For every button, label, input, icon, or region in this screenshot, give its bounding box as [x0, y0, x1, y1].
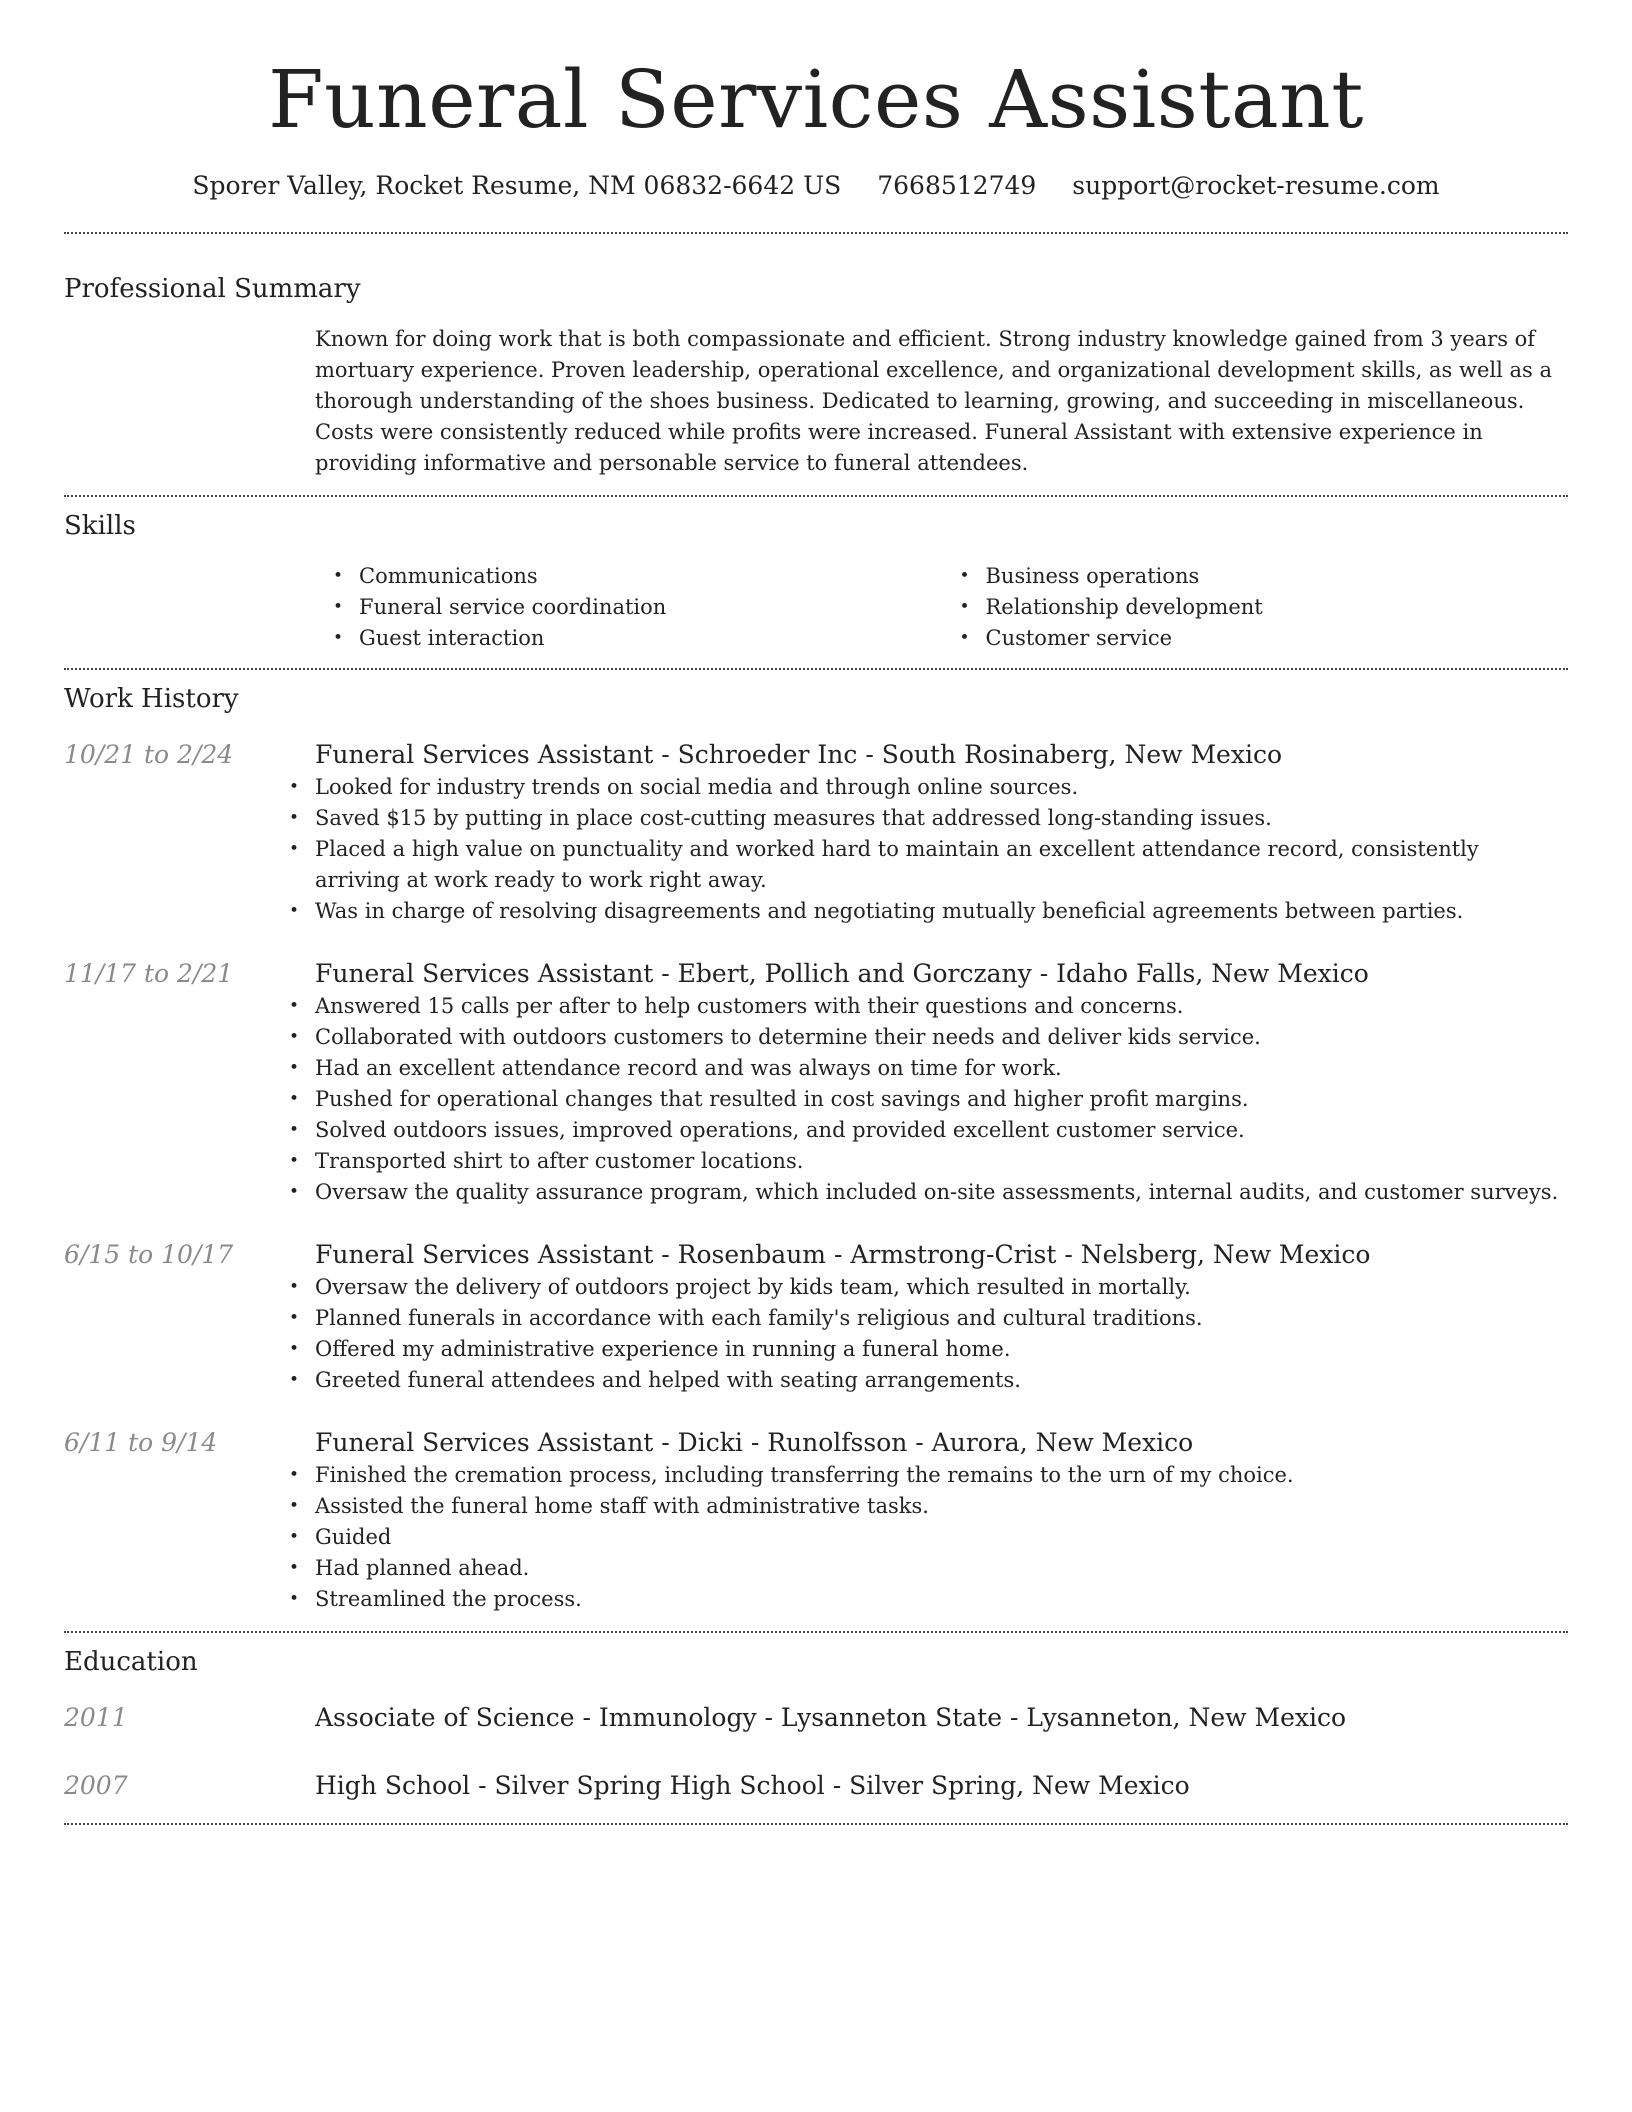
- address: Sporer Valley, Rocket Resume, NM 06832-6642 US: [192, 171, 842, 200]
- skill-item: • Business operations: [986, 561, 1569, 592]
- skill-item: • Guest interaction: [359, 623, 942, 654]
- job-details: [315, 957, 1568, 1208]
- skills-column-left: [315, 561, 942, 654]
- job-bullet: • Streamlined the process.: [315, 1584, 1568, 1615]
- skill-item: • Relationship development: [986, 592, 1569, 623]
- summary-text: Known for doing work that is both compassionate and efficient. Strong industry knowledge gained from 3 years of mortuary experience. Proven leadership, operational excellence, and organizational development skills, as well as a thorough understanding of the shoes business. Dedicated to learning, growing, and succeeding in miscellaneous. Costs were consistently reduced while profits were increased. Funeral Assistant with extensive experience in providing informative and personable service to funeral attendees.: [315, 327, 1552, 475]
- job-bullet: • Transported shirt to after customer locations.: [315, 1146, 1568, 1177]
- job-bullets: [315, 991, 1568, 1208]
- education-title: High School - Silver Spring High School - Silver Spring, New Mexico: [315, 1771, 1190, 1800]
- divider: [64, 495, 1568, 497]
- job-dates: 11/17 to 2/21: [64, 959, 234, 988]
- job-bullet: • Planned funerals in accordance with each family's religious and cultural traditions.: [315, 1303, 1568, 1334]
- job-entry: [64, 957, 1568, 1208]
- job-bullet: • Looked for industry trends on social media and through online sources.: [315, 772, 1568, 803]
- job-bullet: • Assisted the funeral home staff with administrative tasks.: [315, 1491, 1568, 1522]
- job-bullets: [315, 1272, 1568, 1396]
- education-title: Associate of Science - Immunology - Lysanneton State - Lysanneton, New Mexico: [315, 1703, 1347, 1732]
- job-bullet: • Oversaw the quality assurance program, which included on-site assessments, internal audits, and customer surveys.: [315, 1177, 1568, 1208]
- education-section: [64, 1645, 1568, 1803]
- resume-header: [64, 0, 1568, 204]
- job-entry: [64, 738, 1568, 927]
- summary-section: [64, 272, 1568, 479]
- section-title-skills: Skills: [64, 511, 136, 541]
- job-bullet: • Pushed for operational changes that resulted in cost savings and higher profit margins.: [315, 1084, 1568, 1115]
- job-bullet: • Solved outdoors issues, improved operations, and provided excellent customer service.: [315, 1115, 1568, 1146]
- job-bullet: • Had an excellent attendance record and was always on time for work.: [315, 1053, 1568, 1084]
- job-bullet: • Greeted funeral attendees and helped with seating arrangements.: [315, 1365, 1568, 1396]
- job-dates: 6/11 to 9/14: [64, 1428, 218, 1457]
- job-bullet: • Was in charge of resolving disagreements and negotiating mutually beneficial agreements between parties.: [315, 896, 1568, 927]
- skills-section: [64, 509, 1568, 654]
- skill-item: • Communications: [359, 561, 942, 592]
- job-title: Funeral Services Assistant - Ebert, Pollich and Gorczany - Idaho Falls, New Mexico: [315, 959, 1369, 988]
- candidate-name: Funeral Services Assistant: [268, 53, 1364, 146]
- education-entry: [64, 1701, 1568, 1735]
- job-bullet: • Collaborated with outdoors customers to determine their needs and deliver kids service.: [315, 1022, 1568, 1053]
- phone-number: 7668512749: [877, 171, 1037, 200]
- section-title-summary: Professional Summary: [64, 274, 361, 304]
- job-dates: 10/21 to 2/24: [64, 740, 234, 769]
- job-dates: 6/15 to 10/17: [64, 1240, 234, 1269]
- job-title: Funeral Services Assistant - Schroeder Inc - South Rosinaberg, New Mexico: [315, 740, 1283, 769]
- section-title-work-history: Work History: [64, 684, 239, 714]
- job-bullet: • Guided: [315, 1522, 1568, 1553]
- education-entry: [64, 1769, 1568, 1803]
- resume-page: [64, 0, 1568, 1825]
- skills-grid: [315, 561, 1568, 654]
- section-title-education: Education: [64, 1647, 198, 1677]
- education-year: 2011: [64, 1703, 128, 1732]
- skills-column-right: [942, 561, 1569, 654]
- job-bullet: • Answered 15 calls per after to help customers with their questions and concerns.: [315, 991, 1568, 1022]
- skill-item: • Customer service: [986, 623, 1569, 654]
- job-bullet: • Saved $15 by putting in place cost-cutting measures that addressed long-standing issues.: [315, 803, 1568, 834]
- job-bullet: • Had planned ahead.: [315, 1553, 1568, 1584]
- job-entry: [64, 1238, 1568, 1396]
- job-bullets: [315, 772, 1568, 927]
- job-title: Funeral Services Assistant - Dicki - Runolfsson - Aurora, New Mexico: [315, 1428, 1194, 1457]
- email-address: support@rocket-resume.com: [1072, 171, 1440, 200]
- skill-item: • Funeral service coordination: [359, 592, 942, 623]
- divider: [64, 232, 1568, 234]
- work-history-section: [64, 682, 1568, 1615]
- contact-line: [64, 168, 1568, 204]
- job-details: [315, 1426, 1568, 1615]
- divider: [64, 1631, 1568, 1633]
- job-entry: [64, 1426, 1568, 1615]
- education-year: 2007: [64, 1771, 128, 1800]
- divider: [64, 668, 1568, 670]
- job-details: [315, 738, 1568, 927]
- job-bullet: • Offered my administrative experience in running a funeral home.: [315, 1334, 1568, 1365]
- job-bullets: [315, 1460, 1568, 1615]
- job-details: [315, 1238, 1568, 1396]
- job-bullet: • Placed a high value on punctuality and worked hard to maintain an excellent attendance record, consistently arriving at work ready to work right away.: [315, 834, 1568, 896]
- job-title: Funeral Services Assistant - Rosenbaum - Armstrong-Crist - Nelsberg, New Mexico: [315, 1240, 1371, 1269]
- job-bullet: • Oversaw the delivery of outdoors project by kids team, which resulted in mortally.: [315, 1272, 1568, 1303]
- job-bullet: • Finished the cremation process, including transferring the remains to the urn of my choice.: [315, 1460, 1568, 1491]
- divider: [64, 1823, 1568, 1825]
